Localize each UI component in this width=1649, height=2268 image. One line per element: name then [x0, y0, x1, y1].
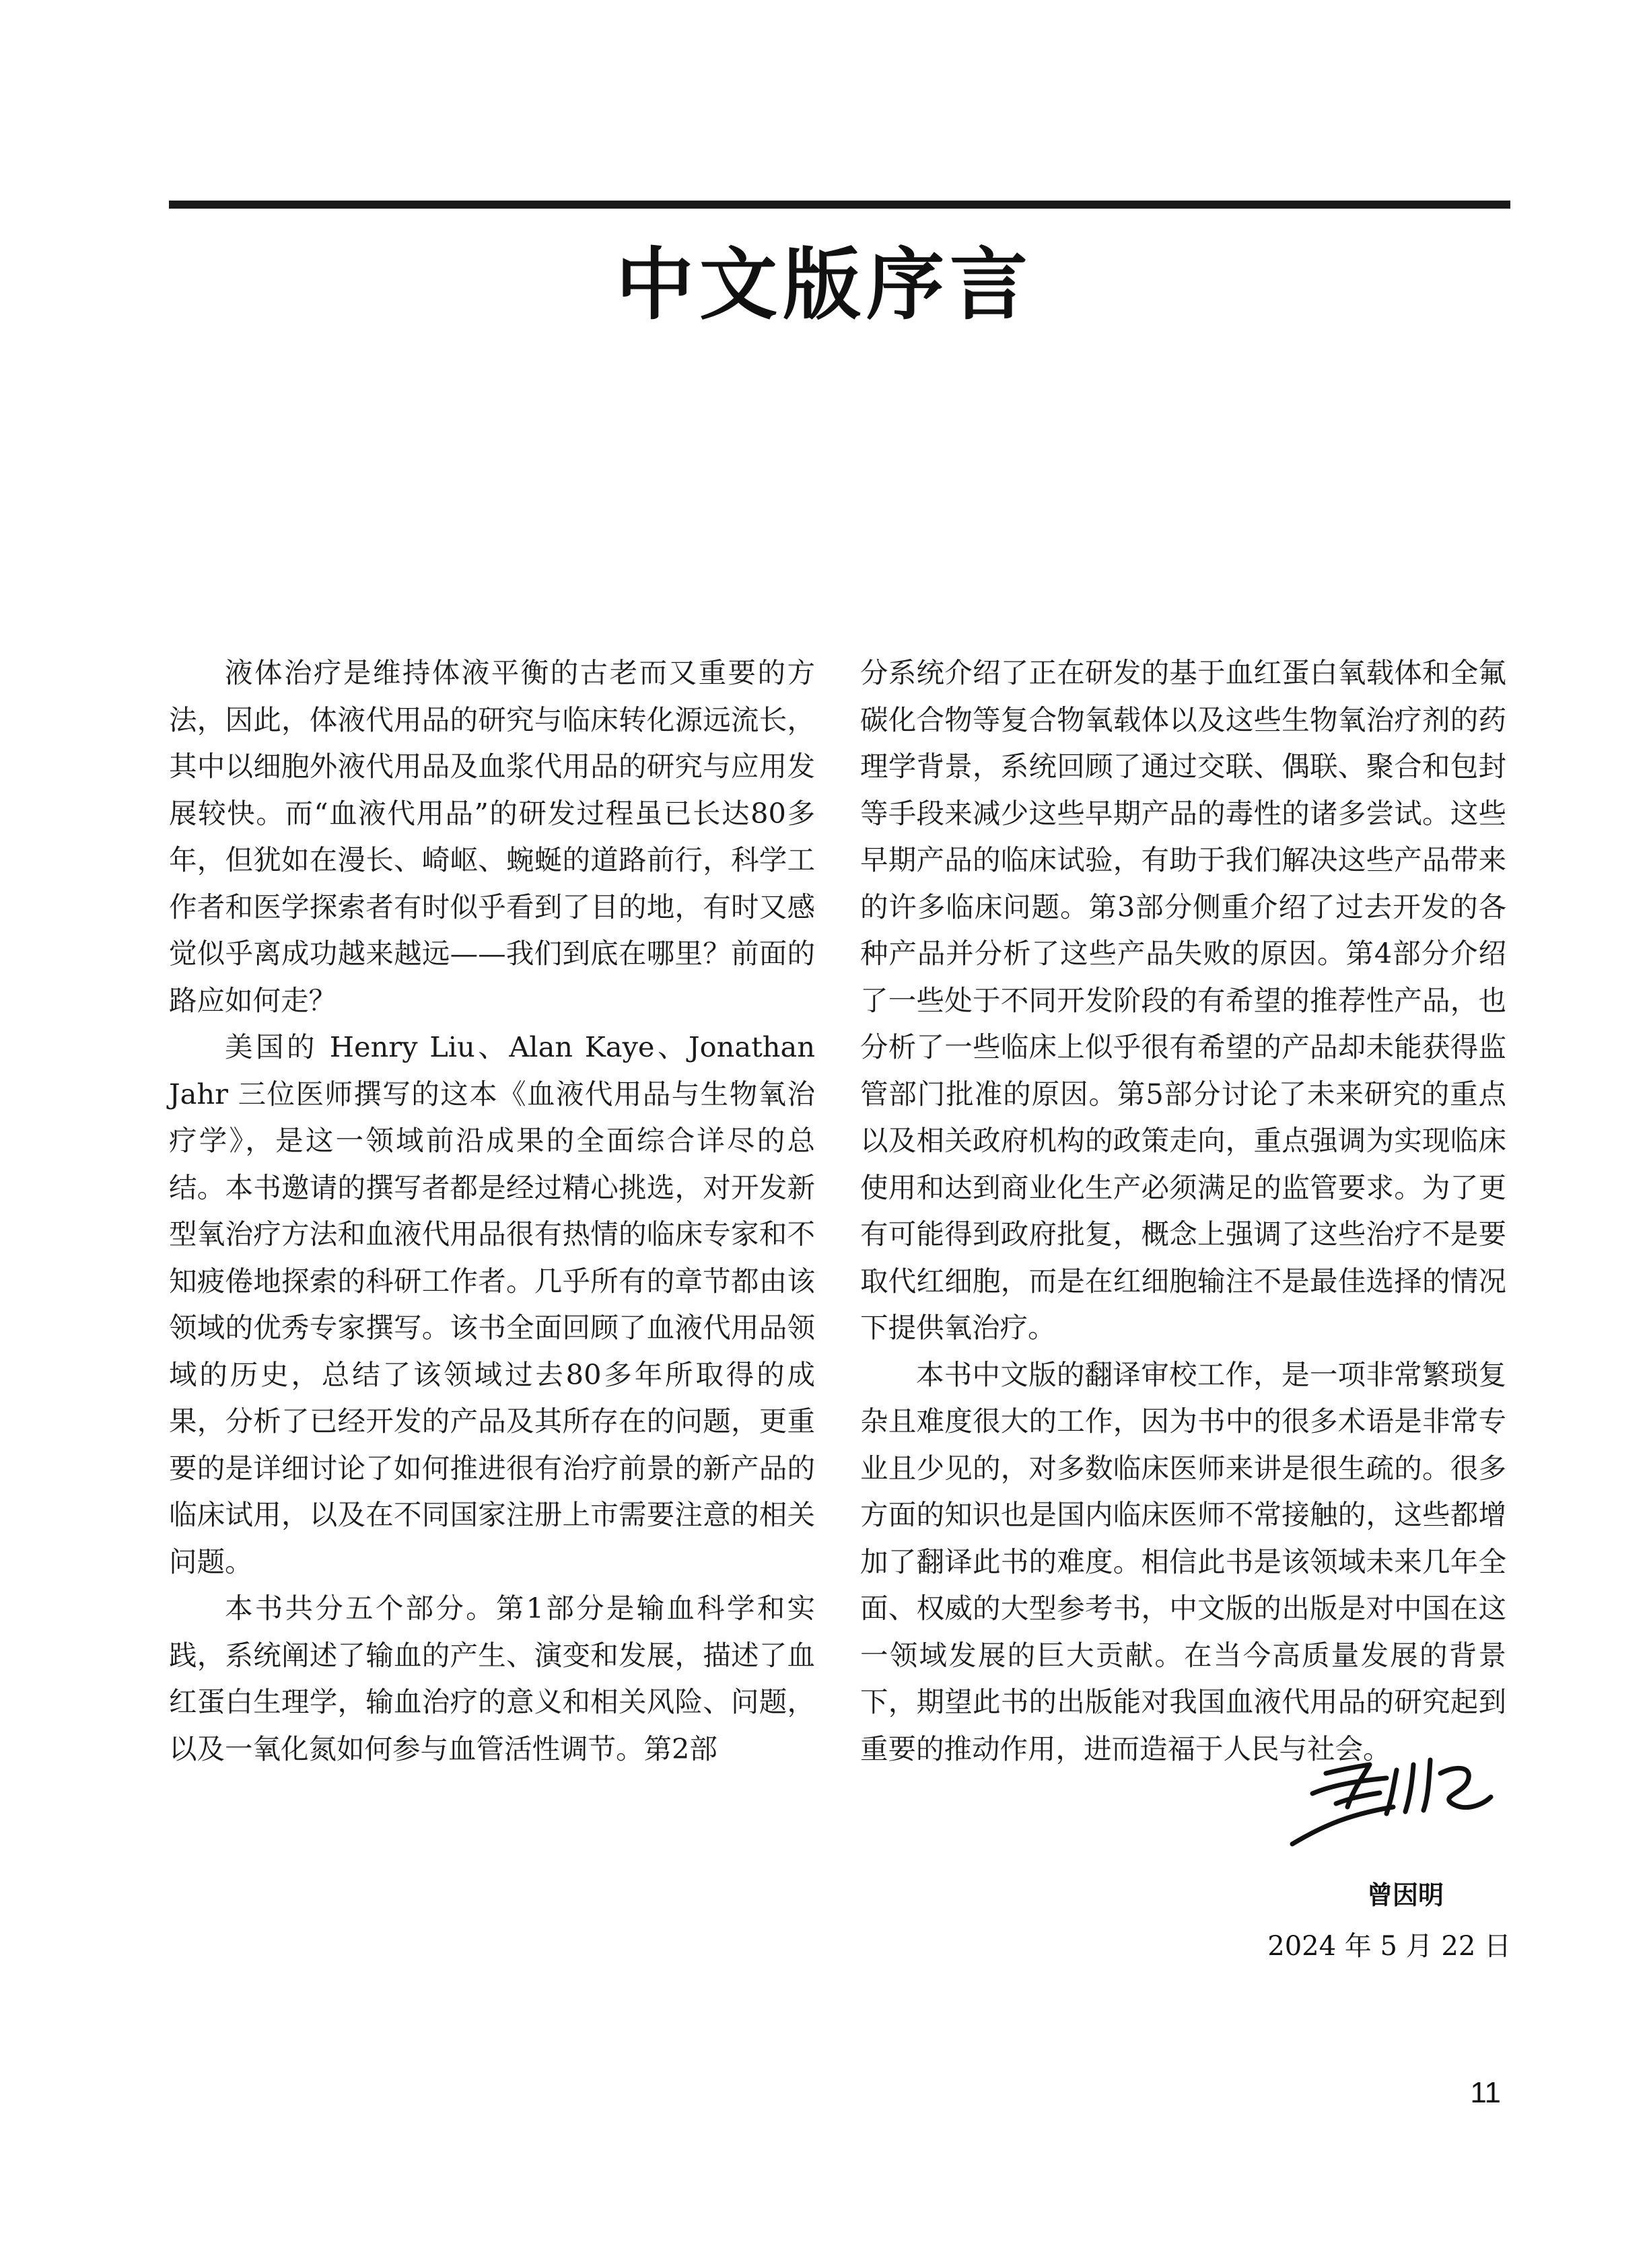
- paragraph-book-structure-continued: 分系统介绍了正在研发的基于血红蛋白氧载体和全氟碳化合物等复合物氧载体以及这些生物氧治疗剂的药理学背景，系统回顾了通过交联、偶联、聚合和包封等手段来减少这些早期产品的毒性的诸多尝试。这些早期产品的临床试验，有助于我们解决这些产品带来的许多临床问题。第3部分侧重介绍了过去开发的各种产品并分析了这些产品失败的原因。第4部分介绍了一些处于不同开发阶段的有希望的推荐性产品，也分析了一些临床上似乎很有希望的产品却未能获得监管部门批准的原因。第5部分讨论了未来研究的重点以及相关政府机构的政策走向，重点强调为实现临床使用和达到商业化生产必须满足的监管要求。为了更有可能得到政府批复，概念上强调了这些治疗不是要取代红细胞，而是在红细胞输注不是最佳选择的情况下提供氧治疗。: [860, 656, 1506, 1344]
- paragraph-book-authors: 美国的 Henry Liu、Alan Kaye、Jonathan Jahr 三位医师撰写的这本《血液代用品与生物氧治疗学》，是这一领域前沿成果的全面综合详尽的总结。本书邀请的撰写者都是经过精心挑选，对开发新型氧治疗方法和血液代用品很有热情的临床专家和不知疲倦地探索的科研工作者。几乎所有的章节都由该领域的优秀专家撰写。该书全面回顾了血液代用品领域的历史，总结了该领域过去80多年所取得的成果，分析了已经开发的产品及其所存在的问题，更重要的是详细讨论了如何推进很有治疗前景的新产品的临床试用，以及在不同国家注册上市需要注意的相关问题。: [169, 1030, 815, 1578]
- page-number: 11: [1470, 2076, 1501, 2109]
- paragraph-translation: 本书中文版的翻译审校工作，是一项非常繁琐复杂且难度很大的工作，因为书中的很多术语是非常专业且少见的，对多数临床医师来讲是很生疏的。很多方面的知识也是国内临床医师不常接触的，这些都增加了翻译此书的难度。相信此书是该领域未来几年全面、权威的大型参考书，中文版的出版是对中国在这一领域发展的巨大贡献。在当今高质量发展的背景下，期望此书的出版能对我国血液代用品的研究起到重要的推动作用，进而造福于人民与社会。: [860, 1357, 1506, 1765]
- paragraph-intro: 液体治疗是维持体液平衡的古老而又重要的方法，因此，体液代用品的研究与临床转化源远流长，其中以细胞外液代用品及血浆代用品的研究与应用发展较快。而“血液代用品”的研发过程虽已长达80多年，但犹如在漫长、崎岖、蜿蜒的道路前行，科学工作者和医学探索者有时似乎看到了目的地，有时又感觉似乎离成功越来越远——我们到底在哪里？前面的路应如何走？: [169, 656, 815, 1017]
- left-column: [169, 649, 815, 1772]
- handwritten-signature: [1286, 1723, 1501, 1857]
- page-title: 中文版序言: [616, 239, 1033, 330]
- top-rule: [169, 201, 1510, 209]
- signer-name: 曾因明: [1366, 1880, 1444, 1910]
- paragraph-book-structure: 本书共分五个部分。第1部分是输血科学和实践，系统阐述了输血的产生、演变和发展，描述了血红蛋白生理学，输血治疗的意义和相关风险、问题，以及一氧化氮如何参与血管活性调节。第2部: [169, 1592, 815, 1765]
- signature-date: 2024 年 5 月 22 日: [1267, 1931, 1511, 1962]
- right-column: [860, 649, 1506, 1772]
